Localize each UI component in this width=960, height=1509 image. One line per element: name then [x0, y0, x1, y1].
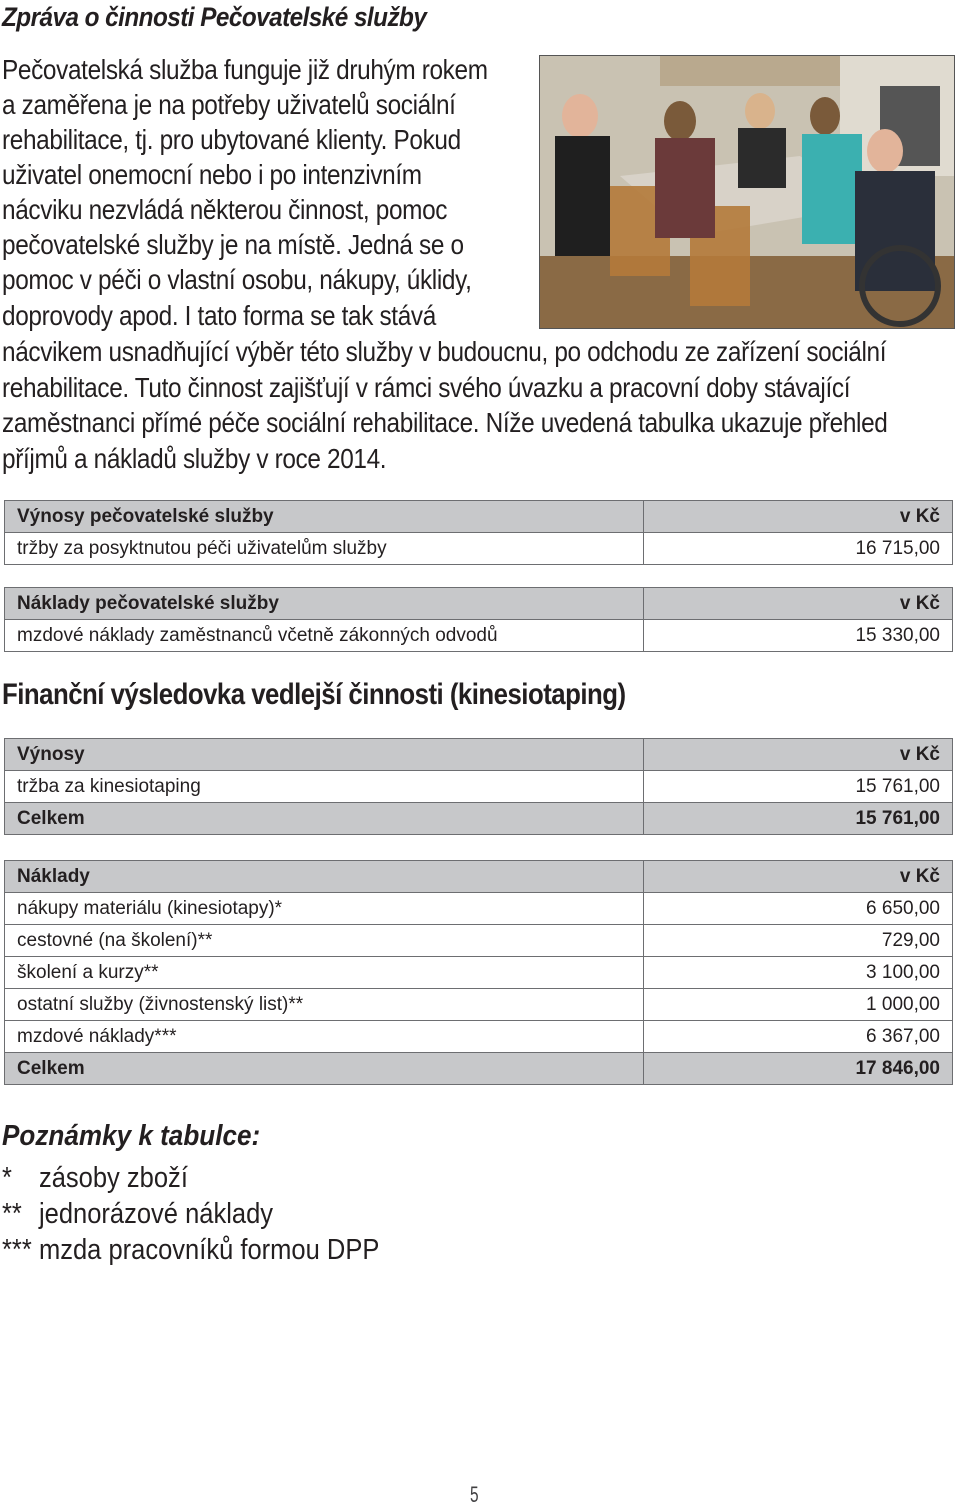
total-value: 15 761,00	[644, 803, 953, 835]
page-number: 5	[470, 1482, 479, 1507]
section-title: Finanční výsledovka vedlejší činnosti (kinesiotaping)	[2, 678, 626, 711]
table-header-row	[5, 501, 953, 533]
note-mark: *	[2, 1162, 12, 1194]
photo-people-at-table	[539, 55, 955, 329]
row-label: mzdové náklady zaměstnanců včetně zákonných odvodů	[5, 620, 644, 652]
note-item	[2, 1162, 188, 1195]
total-value: 17 846,00	[644, 1053, 953, 1085]
table-header-label: Výnosy	[5, 739, 644, 771]
body-line: nácvikem usnadňující výběr této služby v budoucnu, po odchodu ze zařízení sociální	[2, 336, 887, 367]
row-label: cestovné (na školení)**	[5, 925, 644, 957]
intro-line: uživatel onemocní nebo i po intenzivním	[2, 159, 422, 190]
intro-line: nácviku nezvládá některou činnost, pomoc	[2, 194, 448, 225]
note-text: mzda pracovníků formou DPP	[38, 1234, 380, 1266]
intro-line: Pečovatelská služba funguje již druhým rokem	[2, 54, 488, 85]
note-text: jednorázové náklady	[38, 1198, 274, 1230]
body-line: zaměstnanci přímé péče sociální rehabilitace. Níže uvedená tabulka ukazuje přehled	[2, 407, 888, 438]
kt-income-table	[4, 738, 953, 835]
row-label: školení a kurzy**	[5, 957, 644, 989]
table-header-label: Náklady pečovatelské služby	[5, 588, 644, 620]
row-value: 1 000,00	[644, 989, 953, 1021]
row-label: mzdové náklady***	[5, 1021, 644, 1053]
row-value: 6 650,00	[644, 893, 953, 925]
body-line: rehabilitace. Tuto činnost zajišťují v rámci svého úvazku a pracovní doby stávající	[2, 372, 851, 403]
row-label: tržby za posyktnutou péči uživatelům služby	[5, 533, 644, 565]
table-header-row	[5, 739, 953, 771]
intro-line: doprovody apod. I tato forma se tak stává	[2, 300, 436, 331]
table-row	[5, 1021, 953, 1053]
row-value: 729,00	[644, 925, 953, 957]
table-row	[5, 620, 953, 652]
note-item	[2, 1198, 273, 1231]
currency-label: v Kč	[644, 501, 953, 533]
currency-label: v Kč	[644, 739, 953, 771]
table-row	[5, 989, 953, 1021]
row-value: 15 761,00	[644, 771, 953, 803]
currency-label: v Kč	[644, 588, 953, 620]
kt-costs-table	[4, 860, 953, 1085]
body-line: příjmů a nákladů služby v roce 2014.	[2, 443, 387, 474]
table-header-label: Náklady	[5, 861, 644, 893]
table-row	[5, 533, 953, 565]
table-row	[5, 771, 953, 803]
table-header-row	[5, 861, 953, 893]
row-label: tržba za kinesiotaping	[5, 771, 644, 803]
row-label: nákupy materiálu (kinesiotapy)*	[5, 893, 644, 925]
note-mark: ***	[2, 1234, 32, 1266]
intro-line: rehabilitace, tj. pro ubytované klienty. Pokud	[2, 124, 461, 155]
table-header-row	[5, 588, 953, 620]
row-value: 15 330,00	[644, 620, 953, 652]
row-value: 16 715,00	[644, 533, 953, 565]
note-mark: **	[2, 1198, 22, 1230]
table-total-row	[5, 803, 953, 835]
row-value: 3 100,00	[644, 957, 953, 989]
row-label: ostatní služby (živnostenský list)**	[5, 989, 644, 1021]
note-item	[2, 1234, 379, 1267]
intro-line: pomoc v péči o vlastní osobu, nákupy, úklidy,	[2, 264, 472, 295]
care-costs-table	[4, 587, 953, 652]
table-header-label: Výnosy pečovatelské služby	[5, 501, 644, 533]
photo-illustration	[540, 56, 954, 328]
intro-line: pečovatelské služby je na místě. Jedná se o	[2, 229, 464, 260]
note-text: zásoby zboží	[38, 1162, 188, 1194]
care-income-table	[4, 500, 953, 565]
intro-line: a zaměřena je na potřeby uživatelů sociální	[2, 89, 456, 120]
currency-label: v Kč	[644, 861, 953, 893]
table-total-row	[5, 1053, 953, 1085]
total-label: Celkem	[5, 803, 644, 835]
notes-title: Poznámky k tabulce:	[2, 1120, 261, 1152]
row-value: 6 367,00	[644, 1021, 953, 1053]
table-row	[5, 925, 953, 957]
table-row	[5, 957, 953, 989]
table-row	[5, 893, 953, 925]
page-title: Zpráva o činnosti Pečovatelské služby	[2, 2, 427, 32]
total-label: Celkem	[5, 1053, 644, 1085]
